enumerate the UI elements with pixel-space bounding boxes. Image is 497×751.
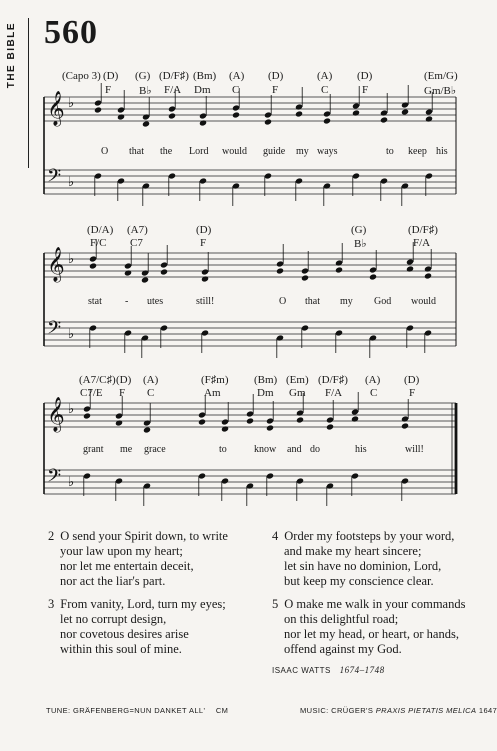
lyric-syllable: ways — [317, 146, 338, 157]
lyric-syllable: that — [129, 146, 144, 157]
tune-meter: CM — [215, 706, 229, 715]
note-head — [352, 109, 360, 116]
lyric-syllable: to — [386, 146, 394, 157]
note-head — [424, 272, 432, 279]
verse-line: nor act the liar's part. — [60, 574, 166, 588]
verse-line: but keep my conscience clear. — [284, 574, 434, 588]
verse-5 — [272, 597, 465, 657]
chord: F/A — [325, 387, 343, 399]
note-head — [83, 412, 91, 419]
note-head — [201, 275, 209, 282]
treble-clef-icon: 𝄞 — [47, 397, 65, 432]
bass-clef-icon: 𝄢 — [47, 318, 62, 343]
note-head — [246, 417, 254, 424]
note-head — [142, 120, 150, 127]
chord: C7 — [130, 237, 143, 249]
verse-line: let sin have no dominion, Lord, — [284, 559, 442, 573]
capo-chord: (A) — [365, 374, 381, 386]
tune-label: TUNE: — [46, 706, 71, 715]
chord: F/A — [413, 237, 431, 249]
capo-chord: (Bm) — [254, 374, 278, 386]
capo-chord: (D) — [103, 70, 119, 82]
lyric-syllable: still! — [196, 296, 215, 307]
verse-4 — [272, 529, 454, 589]
note-head — [380, 116, 388, 123]
verse-3 — [48, 597, 226, 657]
chord: F — [362, 84, 369, 96]
note-head — [296, 416, 304, 423]
note-head — [160, 268, 168, 275]
music-label: MUSIC: — [300, 706, 329, 715]
verse-line: nor covetous desires arise — [60, 627, 189, 641]
verse-line: nor let me entertain deceit, — [60, 559, 194, 573]
capo-chord: (D) — [404, 374, 420, 386]
note-head — [143, 426, 151, 433]
note-head — [301, 274, 309, 281]
lyric-syllable: would — [411, 296, 436, 307]
bass-clef-icon: 𝄢 — [47, 466, 62, 491]
flat-key-icon: ♭ — [68, 402, 75, 417]
lyric-syllable: would — [222, 146, 247, 157]
lyric-syllable: to — [219, 444, 227, 455]
flat-key-icon: ♭ — [68, 96, 75, 111]
chord: C — [147, 387, 155, 399]
lyric-syllable: the — [160, 146, 173, 157]
capo-chord: (D) — [116, 374, 132, 386]
lyric-syllable: my — [296, 146, 309, 157]
music-title: PRAXIS PIETATIS MELICA — [375, 706, 477, 715]
note-head — [141, 276, 149, 283]
verse-line: your law upon my heart; — [60, 544, 183, 558]
verse-line: on this delightful road; — [284, 612, 399, 626]
bass-clef-icon: 𝄢 — [47, 166, 62, 191]
lyric-syllable: utes — [147, 296, 164, 307]
chord: F/C — [90, 237, 107, 249]
lyric-syllable: grant — [83, 444, 104, 455]
chord: B♭ — [354, 238, 367, 250]
hymn-number: 560 — [44, 14, 98, 51]
chord: Am — [204, 387, 221, 399]
flat-key-icon: ♭ — [68, 327, 75, 342]
verse-2 — [48, 529, 228, 589]
chord: F — [409, 387, 416, 399]
music-source: CRÜGER'S — [331, 706, 374, 715]
lyric-syllable: - — [125, 296, 129, 307]
capo-chord: (D/F♯) — [408, 224, 438, 236]
lyric-syllable: will! — [405, 444, 424, 455]
verse-line: O send your Spirit down, to write — [60, 529, 228, 543]
chord: B♭ — [139, 85, 152, 97]
note-head — [266, 424, 274, 431]
capo-chord: (G) — [135, 70, 151, 82]
note-head — [323, 117, 331, 124]
lyric-syllable: O — [279, 296, 287, 307]
capo-chord: (Em/G) — [424, 70, 458, 82]
verse-line: O make me walk in your commands — [284, 597, 466, 611]
capo-chord: (A) — [317, 70, 333, 82]
note-head — [232, 111, 240, 118]
author-dates: 1674–1748 — [339, 665, 385, 675]
note-head — [94, 106, 102, 113]
capo-chord: (D/F♯) — [159, 70, 189, 82]
capo-chord: (G) — [351, 224, 367, 236]
note-head — [124, 269, 132, 276]
note-head — [89, 262, 97, 269]
note-head — [406, 265, 414, 272]
lyric-syllable: his — [355, 444, 367, 455]
note-head — [425, 115, 433, 122]
lyric-syllable: O — [101, 146, 109, 157]
note-head — [401, 422, 409, 429]
note-head — [264, 118, 272, 125]
flat-key-icon: ♭ — [68, 252, 75, 267]
lyric-syllable: his — [436, 146, 448, 157]
verse-line: and make my heart sincere; — [284, 544, 422, 558]
capo-chord: (D) — [357, 70, 373, 82]
verse-line: Order my footsteps by your word, — [284, 529, 455, 543]
note-head — [326, 423, 334, 430]
treble-clef-icon: 𝄞 — [47, 91, 65, 126]
music-year: 1647 — [478, 706, 497, 715]
note-head — [199, 119, 207, 126]
note-head — [369, 273, 377, 280]
author-name: ISAAC WATTS — [272, 666, 331, 675]
lyric-syllable: that — [305, 296, 320, 307]
chord: F — [119, 387, 126, 399]
verse-line: let no corrupt design, — [60, 612, 167, 626]
lyric-syllable: and — [287, 444, 302, 455]
chord: C — [321, 84, 329, 96]
lyric-syllable: stat — [88, 296, 102, 307]
verse-line: offend against my God. — [284, 642, 402, 656]
verse-line: From vanity, Lord, turn my eyes; — [60, 597, 226, 611]
tune-name: GRÄFENBERG=NUN DANKET ALL' — [72, 706, 206, 715]
capo-chord: (A7/C♯) — [79, 374, 116, 386]
chord: F — [105, 84, 112, 96]
lyric-syllable: God — [374, 296, 392, 307]
chord: F — [200, 237, 207, 249]
chord: C — [370, 387, 378, 399]
lyric-syllable: grace — [144, 444, 166, 455]
lyric-syllable: me — [120, 444, 133, 455]
chord: Dm — [257, 387, 274, 399]
note-head — [295, 110, 303, 117]
author-credit — [272, 665, 385, 675]
note-head — [401, 108, 409, 115]
chord: F — [272, 84, 279, 96]
capo-chord: (A) — [229, 70, 245, 82]
verse-number: 5 — [272, 597, 279, 611]
note-head — [221, 425, 229, 432]
note-head — [168, 112, 176, 119]
verse-line: nor let my head, or heart, or hands, — [284, 627, 459, 641]
lyric-syllable: keep — [408, 146, 427, 157]
verse-number: 4 — [272, 529, 279, 543]
note-head — [276, 267, 284, 274]
lyric-syllable: know — [254, 444, 277, 455]
chord: Dm — [194, 84, 211, 96]
capo-chord: (D/A) — [87, 224, 114, 236]
section-label-text: THE BIBLE — [6, 22, 17, 89]
chord: Gm — [289, 387, 306, 399]
note-head — [335, 266, 343, 273]
capo-chord: (Em) — [286, 374, 309, 386]
verse-line: within this soul of mine. — [60, 642, 182, 656]
capo-chord: (D) — [196, 224, 212, 236]
verse-number: 2 — [48, 529, 55, 543]
lyric-syllable: guide — [263, 146, 286, 157]
note-head — [117, 113, 125, 120]
music-credit — [300, 706, 497, 715]
lyric-syllable: my — [340, 296, 353, 307]
chord: Gm/B♭ — [424, 85, 457, 97]
capo-label: (Capo 3) — [62, 70, 101, 82]
chord: C7/E — [80, 387, 103, 399]
note-head — [351, 415, 359, 422]
capo-chord: (A7) — [127, 224, 148, 236]
chord: F/A — [164, 84, 182, 96]
treble-clef-icon: 𝄞 — [47, 247, 65, 282]
capo-chord: (A) — [143, 374, 159, 386]
verse-number: 3 — [48, 597, 55, 611]
capo-chord: (D) — [268, 70, 284, 82]
lyric-syllable: Lord — [189, 146, 209, 157]
tune-credit — [46, 706, 228, 715]
capo-chord: (D/F♯) — [318, 374, 348, 386]
chord: C — [232, 84, 240, 96]
capo-chord: (Bm) — [193, 70, 217, 82]
capo-chord: (F♯m) — [201, 374, 229, 386]
lyric-syllable: do — [310, 444, 320, 455]
note-head — [198, 418, 206, 425]
flat-key-icon: ♭ — [68, 175, 75, 190]
note-head — [115, 419, 123, 426]
flat-key-icon: ♭ — [68, 475, 75, 490]
